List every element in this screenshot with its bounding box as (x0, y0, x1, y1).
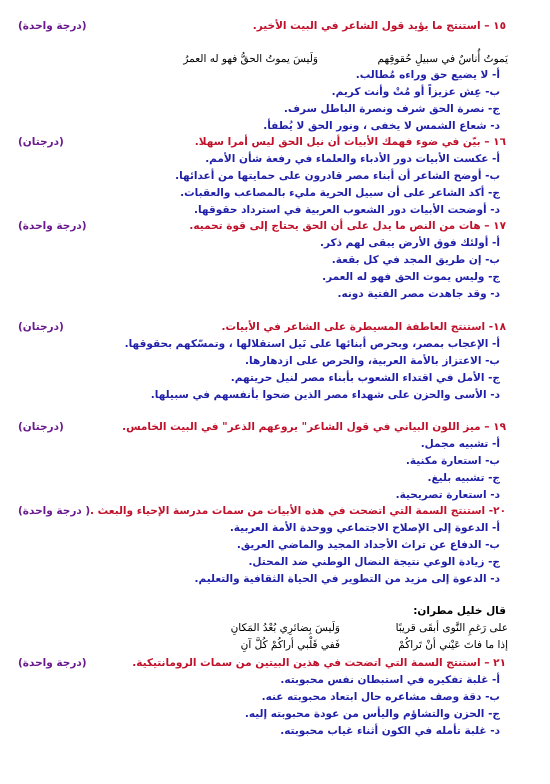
question-mark: ( درجة واحدة) (18, 505, 91, 517)
option-a: أ- تشبيه مجمل. (420, 438, 500, 450)
option (0, 554, 550, 570)
question-21 (0, 655, 550, 671)
option (0, 689, 550, 705)
option (0, 353, 550, 369)
poet-attribution: قال خليل مطران: (413, 605, 506, 617)
question-title: ١٨- استنتج العاطفة المسيطرة على الشاعر في الأبيات. (221, 321, 506, 333)
question-15 (0, 18, 550, 34)
option-a: أ- عكست الأبيات دور الأدباء والعلماء في رفعة شأن الأمم. (205, 153, 500, 165)
option (0, 202, 550, 218)
option-d: د- شعاع الشمس لا يخفى ، ونور الحق لا يُطفأ. (263, 120, 500, 132)
question-title: ٢١ – استنتج السمة التي اتضحت في هذين البيتين من سمات الرومانتيكية. (132, 657, 506, 669)
option (0, 470, 550, 486)
option (0, 84, 550, 100)
option-c: ج- زيادة الوعي نتيجة النضال الوطني ضد المحتل. (248, 556, 500, 568)
verse-line (0, 637, 550, 653)
verse-hemistich-left: وَلَيسَ بِضائرِي بُعْدُ المَكانِ (230, 622, 340, 634)
verse-line (0, 51, 550, 67)
option-b: ب- أوضح الشاعر أن أبناء مصر قادرون على حمايتها من أعدائها. (175, 170, 500, 182)
option (0, 571, 550, 587)
option-c: ج- وليس يموت الحق فهو له العمر. (322, 271, 500, 283)
question-18 (0, 319, 550, 335)
verse-hemistich-right: إذا ما فاتَ عَيْني أنْ تَراكُمْ (398, 639, 508, 651)
question-mark: (درجة واحدة) (18, 657, 87, 669)
option-b: ب- الدفاع عن تراث الأجداد المجيد والماضي العريق. (236, 539, 500, 551)
question-title: ١٦ – بيّن في ضوء فهمك الأبيات أن نيل الحق ليس أمرا سهلا. (194, 136, 506, 148)
option (0, 168, 550, 184)
question-mark: (درجة واحدة) (18, 220, 87, 232)
option (0, 487, 550, 503)
option (0, 252, 550, 268)
question-mark: (درجة واحدة) (18, 20, 87, 32)
verse-line (0, 620, 550, 636)
question-16 (0, 134, 550, 150)
option (0, 520, 550, 536)
option (0, 436, 550, 452)
option (0, 336, 550, 352)
verse-hemistich-left: وَلَيسَ يموتُ الحقُّ فهو له العمرُ (183, 53, 318, 65)
verse-hemistich-left: فَفي قَلْبي أراكُمْ كُلَّ آنِ (240, 639, 340, 651)
option-c: ج- تشبيه بليغ. (427, 472, 500, 484)
option-c: ج- الحزن والتشاؤم واليأس من عودة محبوبته إليه. (244, 708, 500, 720)
option-d: د- استعارة تصريحية. (395, 489, 500, 501)
option (0, 706, 550, 722)
option-c: ج- الأمل في اقتداء الشعوب بأبناء مصر لنيل حريتهم. (230, 372, 500, 384)
option-d: د- وقد جاهدت مصر الفتية دونه. (337, 288, 500, 300)
option-d: د- أوضحت الأبيات دور الشعوب العربية في استرداد حقوقها. (194, 204, 500, 216)
option (0, 370, 550, 386)
verse-hemistich-right: يَموتُ أُناسٌ في سبيلِ حُقوقِهم (377, 53, 508, 65)
option (0, 235, 550, 251)
option (0, 387, 550, 403)
option (0, 286, 550, 302)
option-b: ب- دقة وصف مشاعره حال ابتعاد محبوبته عنه. (261, 691, 500, 703)
option-a: أ- الإعجاب بمصر، وبحرص أبنائها على نَيل استقلالها ، وتمسّكهم بحقوقها. (124, 338, 500, 350)
question-title: ١٥ – استنتج ما يؤيد قول الشاعر في البيت الأخير. (252, 20, 506, 32)
option (0, 101, 550, 117)
option-d: د- الأسى والحزن على شهداء مصر الذين ضحوا بأنفسهم في سبيلها. (150, 389, 500, 401)
question-mark: (درجتان) (18, 421, 64, 433)
option (0, 185, 550, 201)
option (0, 269, 550, 285)
option-b: ب- إن طريق المجد في كل بقعة. (331, 254, 500, 266)
option (0, 672, 550, 688)
poem-intro (0, 603, 550, 619)
question-title: ١٧ – هات من النص ما يدل على أن الحق يحتاج إلى قوة تحميه. (189, 220, 506, 232)
question-19 (0, 419, 550, 435)
option-a: أ- الدعوة إلى الإصلاح الاجتماعي ووحدة الأمة العربية. (229, 522, 500, 534)
option-b: ب- الاعتزاز بالأمة العربية، والحرص على ازدهارها. (245, 355, 500, 367)
question-title: ٢٠- استنتج السمة التي اتضحت في هذه الأبيات من سمات مدرسة الإحياء والبعث . (90, 505, 506, 517)
option (0, 151, 550, 167)
option (0, 453, 550, 469)
question-20 (0, 503, 550, 519)
option-a: أ- غلبة تفكيره في استبطان نفس محبوبته. (280, 674, 500, 686)
option-a: أ- لا يضيع حق وراءه مُطالب. (355, 69, 500, 81)
question-title: ١٩ – ميز اللون البياني في قول الشاعر" يروعهم الذعر" في البيت الخامس. (122, 421, 506, 433)
option-d: د- الدعوة إلى مزيد من التطوير في الحياة الثقافية والتعليم. (194, 573, 500, 585)
question-17 (0, 218, 550, 234)
option-a: أ- أولئك فوق الأرض يبقى لهم ذكر. (320, 237, 500, 249)
option-c: ج- نصرة الحق شرف ونصرة الباطل سرف. (283, 103, 500, 115)
option (0, 67, 550, 83)
option-b: ب- عِش عزيزاً أو مُتْ وأنت كريم. (331, 86, 500, 98)
option-d: د- غلبة تأمله في الكون أثناء غياب محبوبته. (280, 725, 500, 737)
question-mark: (درجتان) (18, 321, 64, 333)
option (0, 723, 550, 739)
option (0, 118, 550, 134)
option-c: ج- أكد الشاعر على أن سبيل الحرية مليء بالمصاعب والعقبات. (180, 187, 500, 199)
verse-hemistich-right: على رَغمِ النَّوى أبقَى قريبًا (395, 622, 508, 634)
option-b: ب- استعارة مكنية. (405, 455, 500, 467)
question-mark: (درجتان) (18, 136, 64, 148)
option (0, 537, 550, 553)
